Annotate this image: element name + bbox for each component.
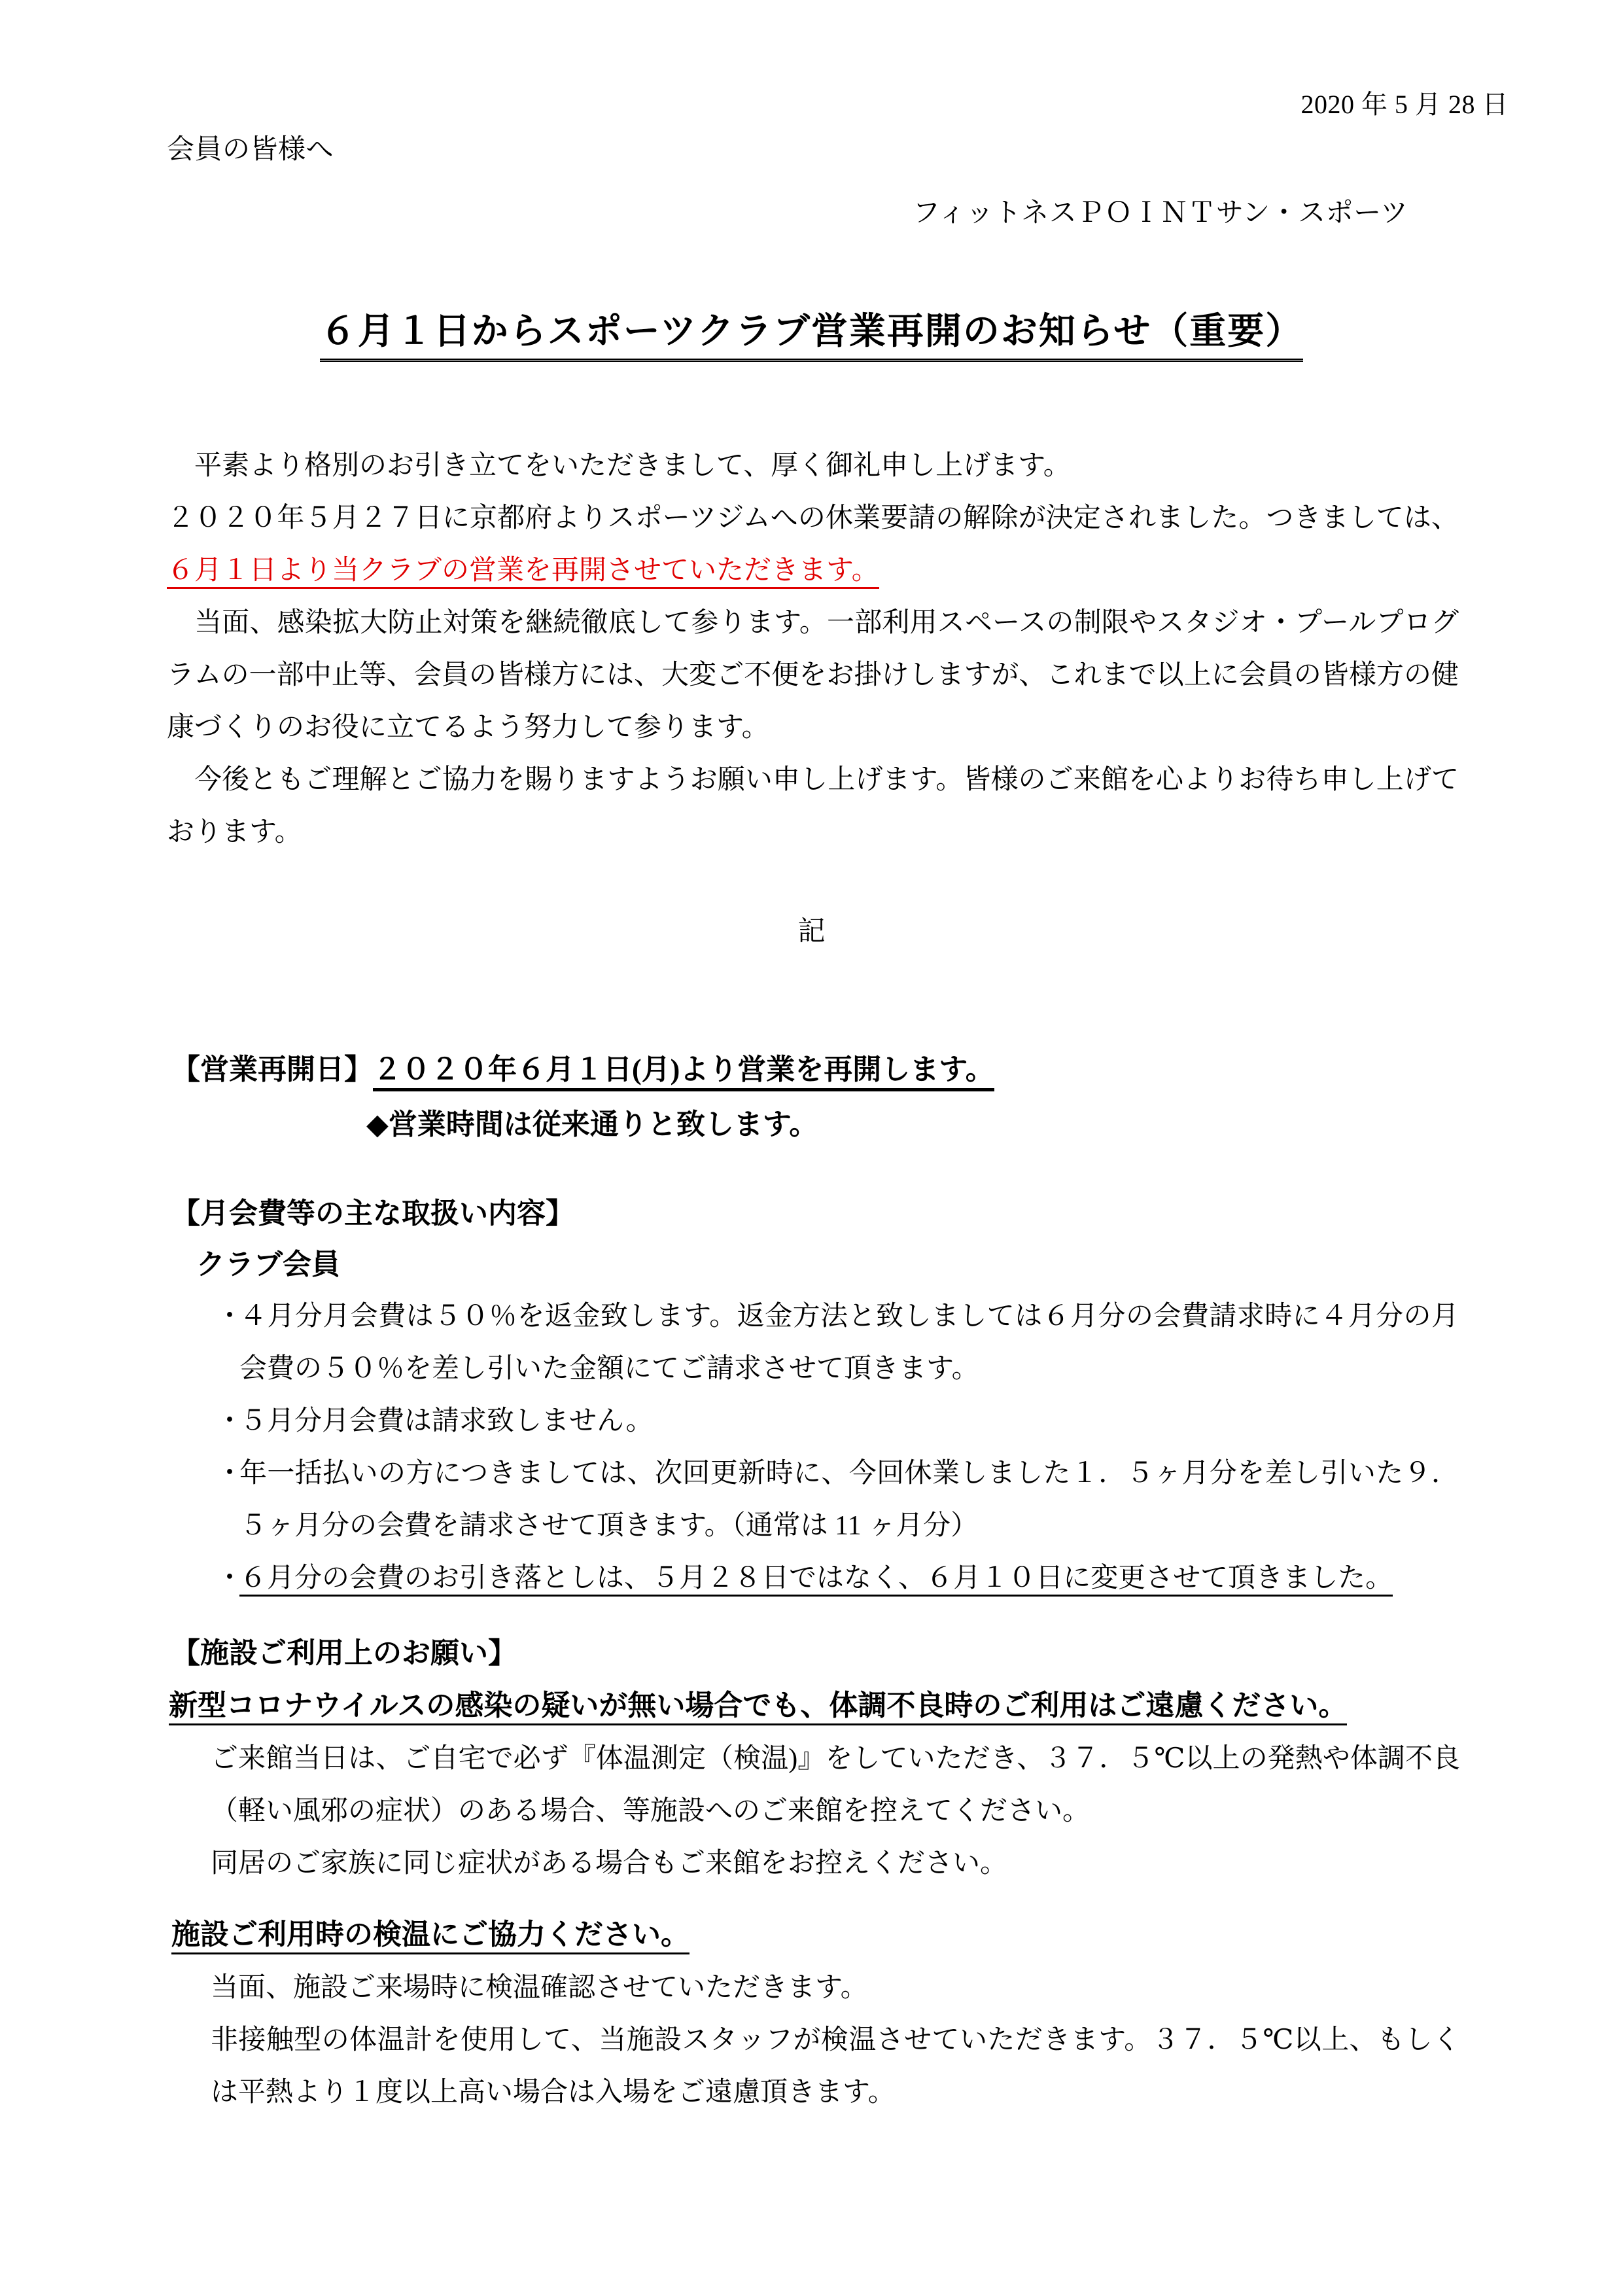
list-item-text: ４月分月会費は５０％を返金致します。返金方法と致しましては６月分の会費請求時に４月分の月会費の５０％を差し引いた金額にてご請求させて頂きます。: [239, 1301, 1459, 1384]
list-item-text: ６月分の会費のお引き落としは、５月２８日ではなく、６月１０日に変更させて頂きました。: [239, 1563, 1393, 1597]
facility-warning-text: [169, 1682, 1347, 1723]
fees-subheading-club-member: クラブ会員: [196, 1248, 340, 1281]
reopen-date-label: 【営業再開日】: [171, 1053, 373, 1086]
reopen-date-value: ２０２０年６月１日(月)より営業を再開します。: [373, 1053, 994, 1091]
list-item: [216, 1447, 1459, 1552]
intro-paragraph-2-lead: ２０２０年５月２７日に京都府よりスポーツジムへの休業要請の解除が決定されました。つきましては、: [167, 503, 1459, 533]
intro-paragraph-1: 平素より格別のお引き立てをいただきまして、厚く御礼申し上げます。: [194, 451, 1071, 481]
facility-body-paragraph-2: 同居のご家族に同じ症状がある場合もご来館をお控えください。: [211, 1848, 1008, 1879]
temperature-body-paragraph-2: 非接触型の体温計を使用して、当施設スタッフが検温させていただきます。３７．５℃以上、もしくは平熱より１度以上高い場合は入場をご遠慮頂きます。: [211, 2025, 1460, 2108]
fees-bullet-list: [216, 1290, 1459, 1604]
facility-warning-inner: 新型コロナウイルスの感染の疑いが無い場合でも、体調不良時のご利用はご遠慮ください。: [169, 1689, 1347, 1725]
list-item-text: 年一括払いの方につきましては、次回更新時に、今回休業しました１．５ヶ月分を差し引いた９．５ヶ月分の会費を請求させて頂きます。（通常は 11 ヶ月分）: [239, 1458, 1459, 1541]
list-item: [216, 1395, 1459, 1447]
reopen-hours-note: ◆営業時間は従来通りと致します。: [366, 1108, 818, 1141]
list-item: [216, 1552, 1459, 1604]
addressee-label: 会員の皆様へ: [167, 135, 334, 165]
section-heading-temperature-check: [171, 1911, 689, 1952]
section-heading-facility-request: 【施設ご利用上のお願い】: [171, 1636, 517, 1670]
intro-paragraph-3: 当面、感染拡大防止対策を継続徹底して参ります。一部利用スペースの制限やスタジオ・プールプログラムの一部中止等、会員の皆様方には、大変ご不便をお掛けしますが、これまで以上に会員の皆様方の健康づくりのお役に立てるよう努力して参ります。: [167, 608, 1459, 743]
bullet-mark-icon: ・: [216, 1301, 244, 1332]
facility-body-paragraph-1: ご来館当日は、ご自宅で必ず『体温測定（検温)』をしていただき、３７．５℃以上の発熱や体調不良（軽い風邪の症状）のある場合、等施設へのご来館を控えてください。: [211, 1744, 1460, 1826]
bullet-mark-icon: ・: [216, 1406, 244, 1436]
temperature-body-paragraph-1: 当面、施設ご来場時に検温確認させていただきます。: [211, 1973, 868, 2003]
document-date: 2020 年 5 月 28 日: [1300, 90, 1509, 119]
temperature-heading-inner: 施設ご利用時の検温にご協力ください。: [171, 1918, 689, 1954]
bullet-mark-icon: ・: [216, 1563, 244, 1593]
section-heading-fees: 【月会費等の主な取扱い内容】: [171, 1197, 574, 1230]
page-title: [0, 302, 1623, 355]
bullet-mark-icon: ・: [216, 1458, 244, 1489]
sender-name: フィットネスＰＯＩＮＴサン・スポーツ: [913, 198, 1408, 228]
page-title-text: ６月１日からスポーツクラブ営業再開のお知らせ（重要）: [320, 310, 1304, 362]
reopen-highlight-text: ６月１日より当クラブの営業を再開させていただきます。: [167, 556, 879, 589]
section-heading-reopen-date: [171, 1046, 994, 1087]
intro-paragraph-2: [167, 492, 1459, 597]
list-item-text: ５月分月会費は請求致しません。: [239, 1406, 654, 1436]
intro-paragraph-4: 今後ともご理解とご協力を賜りますようお願い申し上げます。皆様のご来館を心よりお待ち申し上げております。: [167, 765, 1459, 847]
ki-mark: 記: [797, 917, 826, 947]
list-item: [216, 1290, 1459, 1395]
